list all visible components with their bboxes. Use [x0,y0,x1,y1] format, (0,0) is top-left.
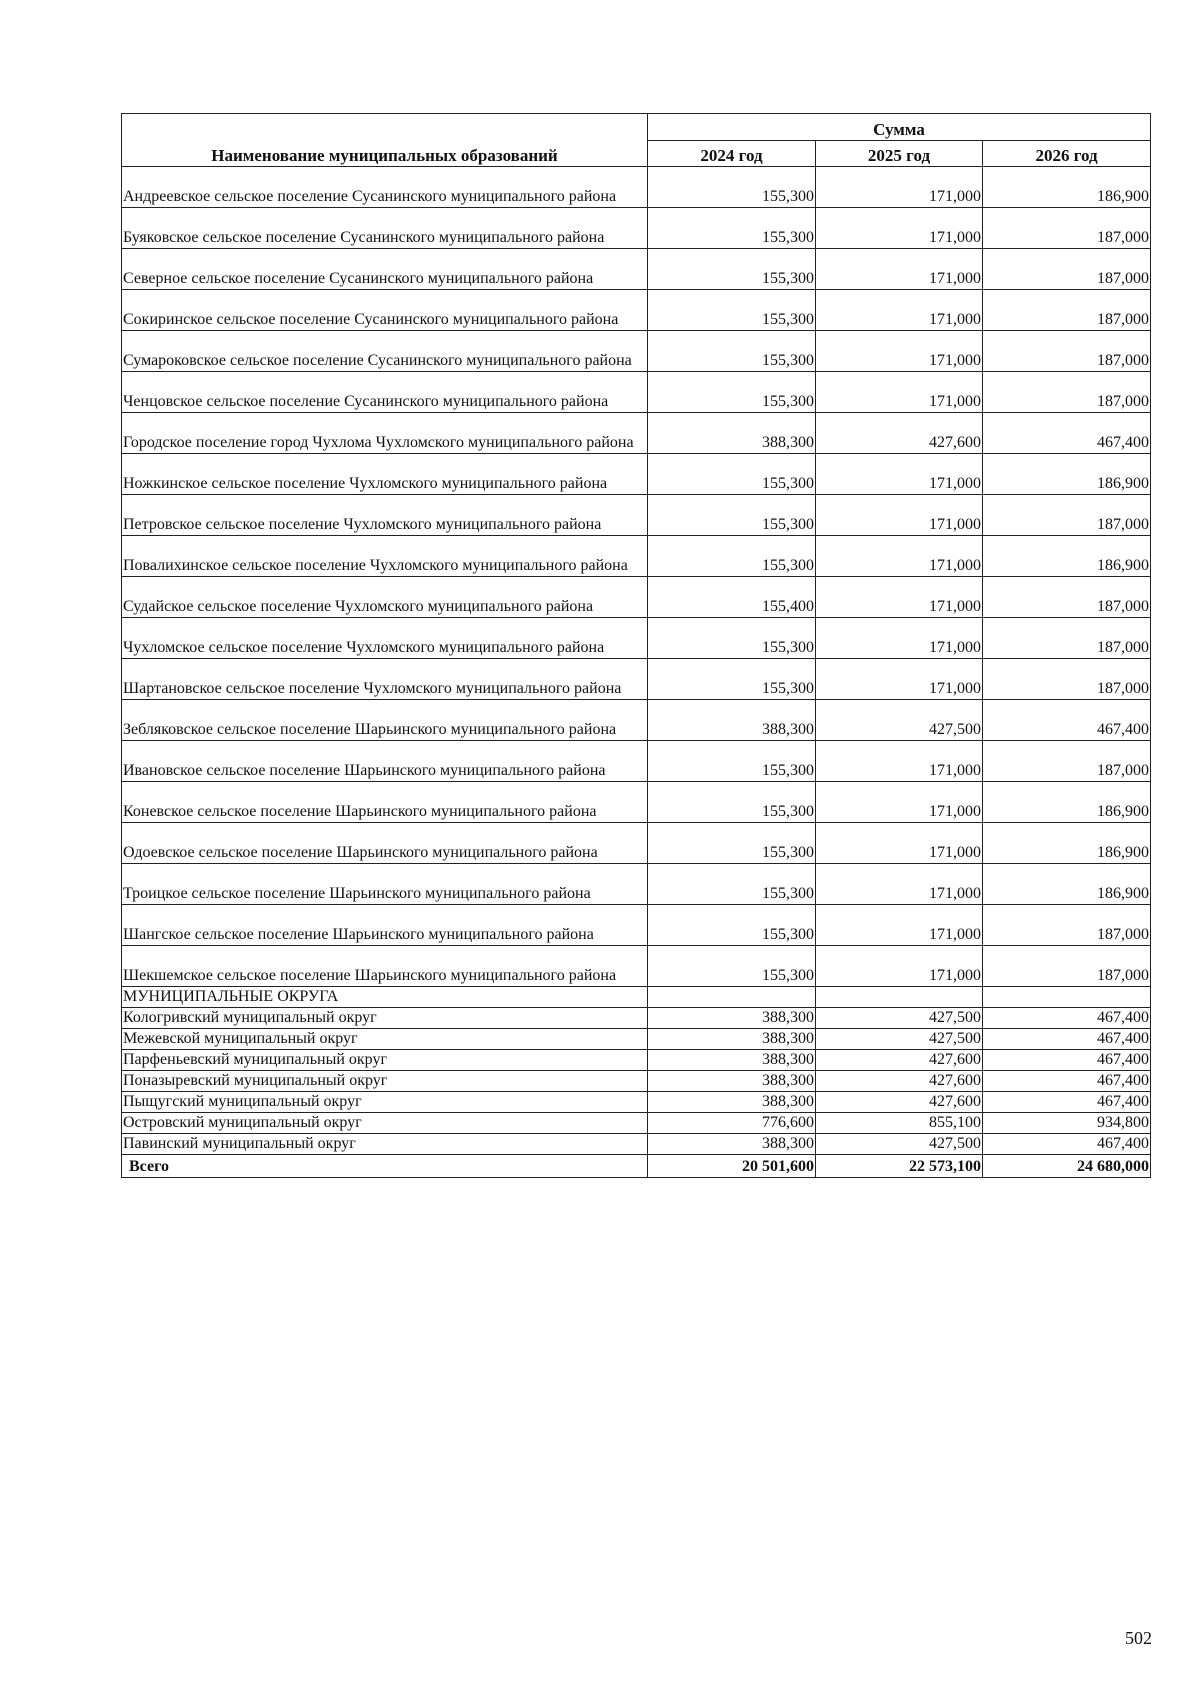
okrug-rows [122,1008,1151,1155]
table-row [122,372,1151,413]
table-row [122,577,1151,618]
total-row [122,1155,1151,1178]
row-name: Судайское сельское поселение Чухломского муниципального района [122,577,648,618]
table-row [122,495,1151,536]
row-name: Андреевское сельское поселение Сусанинского муниципального района [122,167,648,208]
table-row [122,823,1151,864]
table-row [122,1071,1151,1092]
value-2024: 155,300 [648,782,816,823]
table-row [122,1092,1151,1113]
value-2024: 155,300 [648,864,816,905]
page-number: 502 [1125,1628,1152,1648]
value-2025: 427,600 [816,413,983,454]
value-2024: 388,300 [648,1008,816,1029]
name-column-header: Наименование муниципальных образований [122,114,648,167]
year-header-2026: 2026 год [983,141,1151,167]
row-name: Ножкинское сельское поселение Чухломского муниципального района [122,454,648,495]
value-2025: 171,000 [816,331,983,372]
value-2026: 187,000 [983,331,1151,372]
value-2025: 171,000 [816,577,983,618]
value-2026: 467,400 [983,1050,1151,1071]
value-2025: 171,000 [816,864,983,905]
year-header-2025: 2025 год [816,141,983,167]
value-2026: 186,900 [983,864,1151,905]
value-2025: 427,600 [816,1092,983,1113]
value-2026: 186,900 [983,454,1151,495]
section-label: МУНИЦИПАЛЬНЫЕ ОКРУГА [122,987,648,1008]
value-2024: 388,300 [648,1029,816,1050]
value-2026: 187,000 [983,208,1151,249]
year-header-2024: 2024 год [648,141,816,167]
value-2026: 467,400 [983,1029,1151,1050]
value-2024: 388,300 [648,1092,816,1113]
value-2024: 155,300 [648,454,816,495]
value-2024: 155,300 [648,249,816,290]
value-2024: 155,300 [648,495,816,536]
table-row [122,413,1151,454]
value-2024: 155,300 [648,208,816,249]
row-name: Шангское сельское поселение Шарьинского муниципального района [122,905,648,946]
table-row [122,782,1151,823]
table-row [122,700,1151,741]
total-2024: 20 501,600 [648,1155,816,1178]
row-name: Парфеньевский муниципальный округ [122,1050,648,1071]
value-2026: 467,400 [983,1008,1151,1029]
total-2025: 22 573,100 [816,1155,983,1178]
value-2024: 155,300 [648,741,816,782]
value-2025: 171,000 [816,372,983,413]
value-2025: 855,100 [816,1113,983,1134]
value-2026: 187,000 [983,372,1151,413]
row-name: Сумароковское сельское поселение Сусанинского муниципального района [122,331,648,372]
table-row [122,864,1151,905]
value-2025: 427,500 [816,1008,983,1029]
value-2025: 171,000 [816,167,983,208]
value-2025: 171,000 [816,905,983,946]
row-name: Чухломское сельское поселение Чухломского муниципального района [122,618,648,659]
value-2024: 155,300 [648,167,816,208]
value-2025: 427,500 [816,700,983,741]
value-2024: 388,300 [648,413,816,454]
value-2024: 155,300 [648,536,816,577]
value-2024: 155,400 [648,577,816,618]
value-2024: 776,600 [648,1113,816,1134]
table-row [122,536,1151,577]
table-row [122,1113,1151,1134]
total-label: Всего [122,1155,648,1178]
value-2025: 427,500 [816,1029,983,1050]
value-2026: 186,900 [983,782,1151,823]
table-row [122,331,1151,372]
value-2025: 171,000 [816,536,983,577]
row-name: Шартановское сельское поселение Чухломского муниципального района [122,659,648,700]
value-2025: 171,000 [816,659,983,700]
value-2025: 171,000 [816,823,983,864]
row-name: Коневское сельское поселение Шарьинского муниципального района [122,782,648,823]
value-2024: 155,300 [648,946,816,987]
value-2025: 171,000 [816,208,983,249]
value-2026: 187,000 [983,577,1151,618]
row-name: Павинский муниципальный округ [122,1134,648,1155]
allocation-table [121,113,1151,1178]
value-2026: 187,000 [983,249,1151,290]
settlement-rows [122,167,1151,987]
value-2025: 171,000 [816,946,983,987]
value-2026: 186,900 [983,167,1151,208]
table-row [122,741,1151,782]
value-2026: 187,000 [983,495,1151,536]
section-row [122,987,1151,1008]
value-2025: 427,600 [816,1071,983,1092]
row-name: Шекшемское сельское поселение Шарьинского муниципального района [122,946,648,987]
value-2026: 467,400 [983,1092,1151,1113]
value-2025: 171,000 [816,741,983,782]
value-2026: 187,000 [983,741,1151,782]
value-2025: 171,000 [816,454,983,495]
value-2024: 388,300 [648,700,816,741]
value-2024: 388,300 [648,1050,816,1071]
value-2026: 467,400 [983,1071,1151,1092]
value-2025: 427,600 [816,1050,983,1071]
value-2026: 187,000 [983,905,1151,946]
value-2024: 388,300 [648,1134,816,1155]
value-2024: 155,300 [648,331,816,372]
row-name: Островский муниципальный округ [122,1113,648,1134]
table-row [122,946,1151,987]
table-row [122,1134,1151,1155]
value-2026: 187,000 [983,659,1151,700]
value-2024: 155,300 [648,823,816,864]
value-2026: 186,900 [983,823,1151,864]
row-name: Буяковское сельское поселение Сусанинского муниципального района [122,208,648,249]
row-name: Троицкое сельское поселение Шарьинского муниципального района [122,864,648,905]
value-2026: 187,000 [983,618,1151,659]
value-2026: 467,400 [983,1134,1151,1155]
value-2024: 155,300 [648,618,816,659]
value-2025: 171,000 [816,290,983,331]
table-row [122,454,1151,495]
value-2024: 155,300 [648,290,816,331]
table-row [122,618,1151,659]
value-2024: 155,300 [648,659,816,700]
value-2026: 187,000 [983,290,1151,331]
value-2024: 388,300 [648,1071,816,1092]
value-2026: 467,400 [983,413,1151,454]
row-name: Одоевское сельское поселение Шарьинского муниципального района [122,823,648,864]
row-name: Поназыревский муниципальный округ [122,1071,648,1092]
row-name: Ченцовское сельское поселение Сусанинского муниципального района [122,372,648,413]
row-name: Повалихинское сельское поселение Чухломского муниципального района [122,536,648,577]
row-name: Северное сельское поселение Сусанинского муниципального района [122,249,648,290]
value-2026: 187,000 [983,946,1151,987]
row-name: Кологривский муниципальный округ [122,1008,648,1029]
value-2026: 467,400 [983,700,1151,741]
total-2026: 24 680,000 [983,1155,1151,1178]
table-row [122,208,1151,249]
value-2025: 427,500 [816,1134,983,1155]
table-row [122,167,1151,208]
table-row [122,1008,1151,1029]
value-2024: 155,300 [648,905,816,946]
table-row [122,1050,1151,1071]
row-name: Сокиринское сельское поселение Сусанинского муниципального района [122,290,648,331]
table-row [122,249,1151,290]
row-name: Городское поселение город Чухлома Чухломского муниципального района [122,413,648,454]
value-2025: 171,000 [816,618,983,659]
sum-column-header: Сумма [648,114,1151,141]
row-name: Петровское сельское поселение Чухломского муниципального района [122,495,648,536]
row-name: Зебляковское сельское поселение Шарьинского муниципального района [122,700,648,741]
row-name: Ивановское сельское поселение Шарьинского муниципального района [122,741,648,782]
value-2025: 171,000 [816,495,983,536]
table-row [122,659,1151,700]
table-row [122,290,1151,331]
table-row [122,1029,1151,1050]
value-2024: 155,300 [648,372,816,413]
value-2026: 186,900 [983,536,1151,577]
table-row [122,905,1151,946]
row-name: Межевской муниципальный округ [122,1029,648,1050]
value-2025: 171,000 [816,249,983,290]
row-name: Пыщугский муниципальный округ [122,1092,648,1113]
value-2025: 171,000 [816,782,983,823]
value-2026: 934,800 [983,1113,1151,1134]
